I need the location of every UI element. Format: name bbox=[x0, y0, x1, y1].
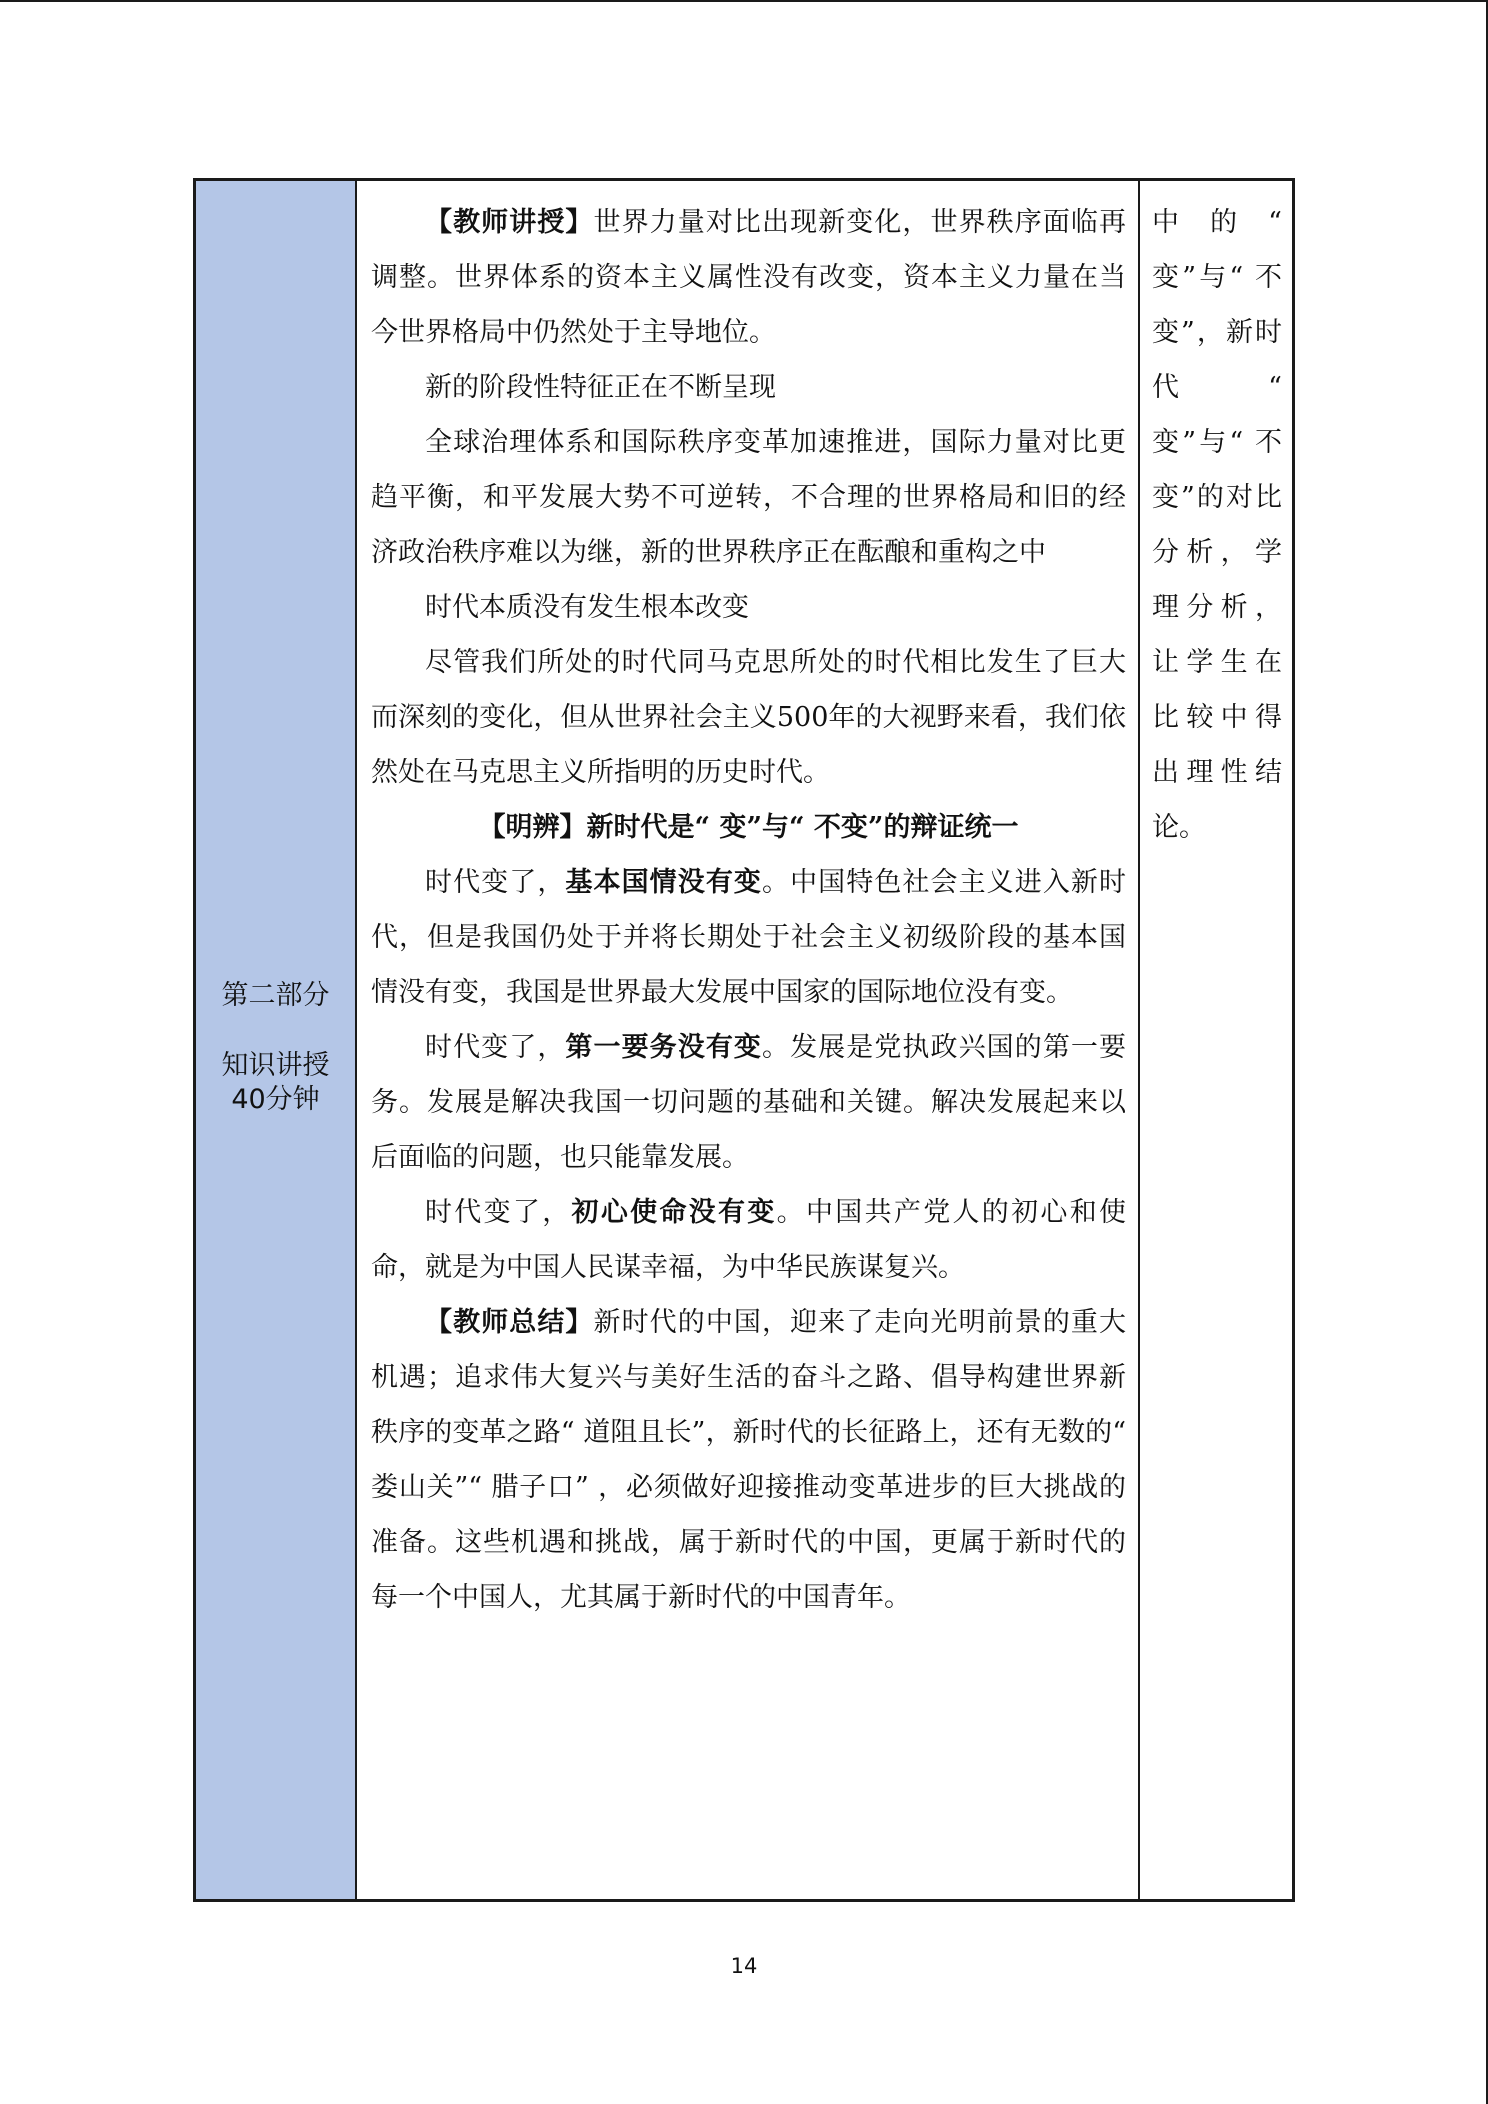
stage-title: 知识讲授 bbox=[221, 1050, 330, 1081]
primary-task-bold: 第一要务没有变 bbox=[565, 1032, 763, 1063]
stage-duration: 40分钟 bbox=[231, 1084, 320, 1115]
teacher-lecture-label: 【教师讲授】 bbox=[425, 207, 594, 238]
basic-condition-text: 。中国特色社会主义进入新时代，但是我国仍处于并将长期处于社会主义初级阶段的基本国情没有变，我国是世界最大发展中国家的国际地位没有变。 bbox=[371, 867, 1127, 1008]
paragraph-basic-condition bbox=[371, 855, 1126, 1020]
stage-column bbox=[196, 181, 357, 1899]
global-governance-text: 全球治理体系和国际秩序变革加速推进，国际力量对比更趋平衡，和平发展大势不可逆转，不合理的世界格局和旧的经济政治秩序难以为继，新的世界秩序正在酝酿和重构之中 bbox=[371, 427, 1126, 568]
design-intent-column bbox=[1140, 181, 1292, 1899]
marx-era-text: 尽管我们所处的时代同马克思所处的时代相比发生了巨大而深刻的变化，但从世界社会主义500年的大视野来看，我们依然处在马克思主义所指明的历史时代。 bbox=[371, 647, 1126, 788]
primary-task-lead: 时代变了， bbox=[425, 1032, 566, 1063]
content-column bbox=[357, 181, 1140, 1899]
paragraph-original-mission bbox=[371, 1185, 1126, 1295]
teacher-summary-text: 新时代的中国，迎来了走向光明前景的重大机遇；追求伟大复兴与美好生活的奋斗之路、倡导构建世界新秩序的变革之路“ 道阻且长”，新时代的长征路上，还有无数的“ 娄山关”“ 腊子口” ，必须做好迎接推动变革进步的巨大挑战的准备。这些机遇和挑战，属于新时代的中国，更属于新时代的每一个中国人，尤其属于新时代的中国青年。 bbox=[371, 1307, 1126, 1613]
paragraph-global-governance bbox=[371, 415, 1126, 580]
stage-part-label: 第二部分 bbox=[221, 980, 330, 1011]
paragraph-teacher-lecture bbox=[371, 195, 1126, 360]
teacher-summary-label: 【教师总结】 bbox=[425, 1307, 594, 1338]
primary-task-text: 。发展是党执政兴国的第一要务。发展是解决我国一切问题的基础和关键。解决发展起来以后面临的问题，也只能靠发展。 bbox=[371, 1032, 1127, 1173]
paragraph-teacher-summary bbox=[371, 1295, 1126, 1625]
page-top-rule bbox=[0, 0, 1488, 2]
discernment-heading: 【明辨】新时代是“ 变”与“ 不变”的辩证统一 bbox=[478, 812, 1019, 843]
era-essence-text: 时代本质没有发生根本改变 bbox=[425, 592, 749, 623]
new-stage-features-text: 新的阶段性特征正在不断呈现 bbox=[425, 372, 776, 403]
original-mission-lead: 时代变了， bbox=[425, 1197, 572, 1228]
original-mission-bold: 初心使命没有变 bbox=[571, 1197, 777, 1228]
lesson-plan-table bbox=[193, 178, 1295, 1902]
basic-condition-bold: 基本国情没有变 bbox=[565, 867, 763, 898]
paragraph-new-stage-features bbox=[371, 360, 1126, 415]
paragraph-era-essence bbox=[371, 580, 1126, 635]
teacher-lecture-text: 世界力量对比出现新变化，世界秩序面临再调整。世界体系的资本主义属性没有改变，资本主义力量在当今世界格局中仍然处于主导地位。 bbox=[371, 207, 1126, 348]
page-number: 14 bbox=[730, 1954, 758, 1978]
design-intent-text: 中的“ 变”与“ 不变”，新时代“ 变”与“ 不变”的对比分析，学理分析，让学生在比较中得出理性结论。 bbox=[1152, 207, 1282, 843]
paragraph-primary-task bbox=[371, 1020, 1126, 1185]
paragraph-marx-era bbox=[371, 635, 1126, 800]
original-mission-text: 。中国共产党人的初心和使命，就是为中国人民谋幸福，为中华民族谋复兴。 bbox=[371, 1197, 1127, 1283]
basic-condition-lead: 时代变了， bbox=[425, 867, 566, 898]
